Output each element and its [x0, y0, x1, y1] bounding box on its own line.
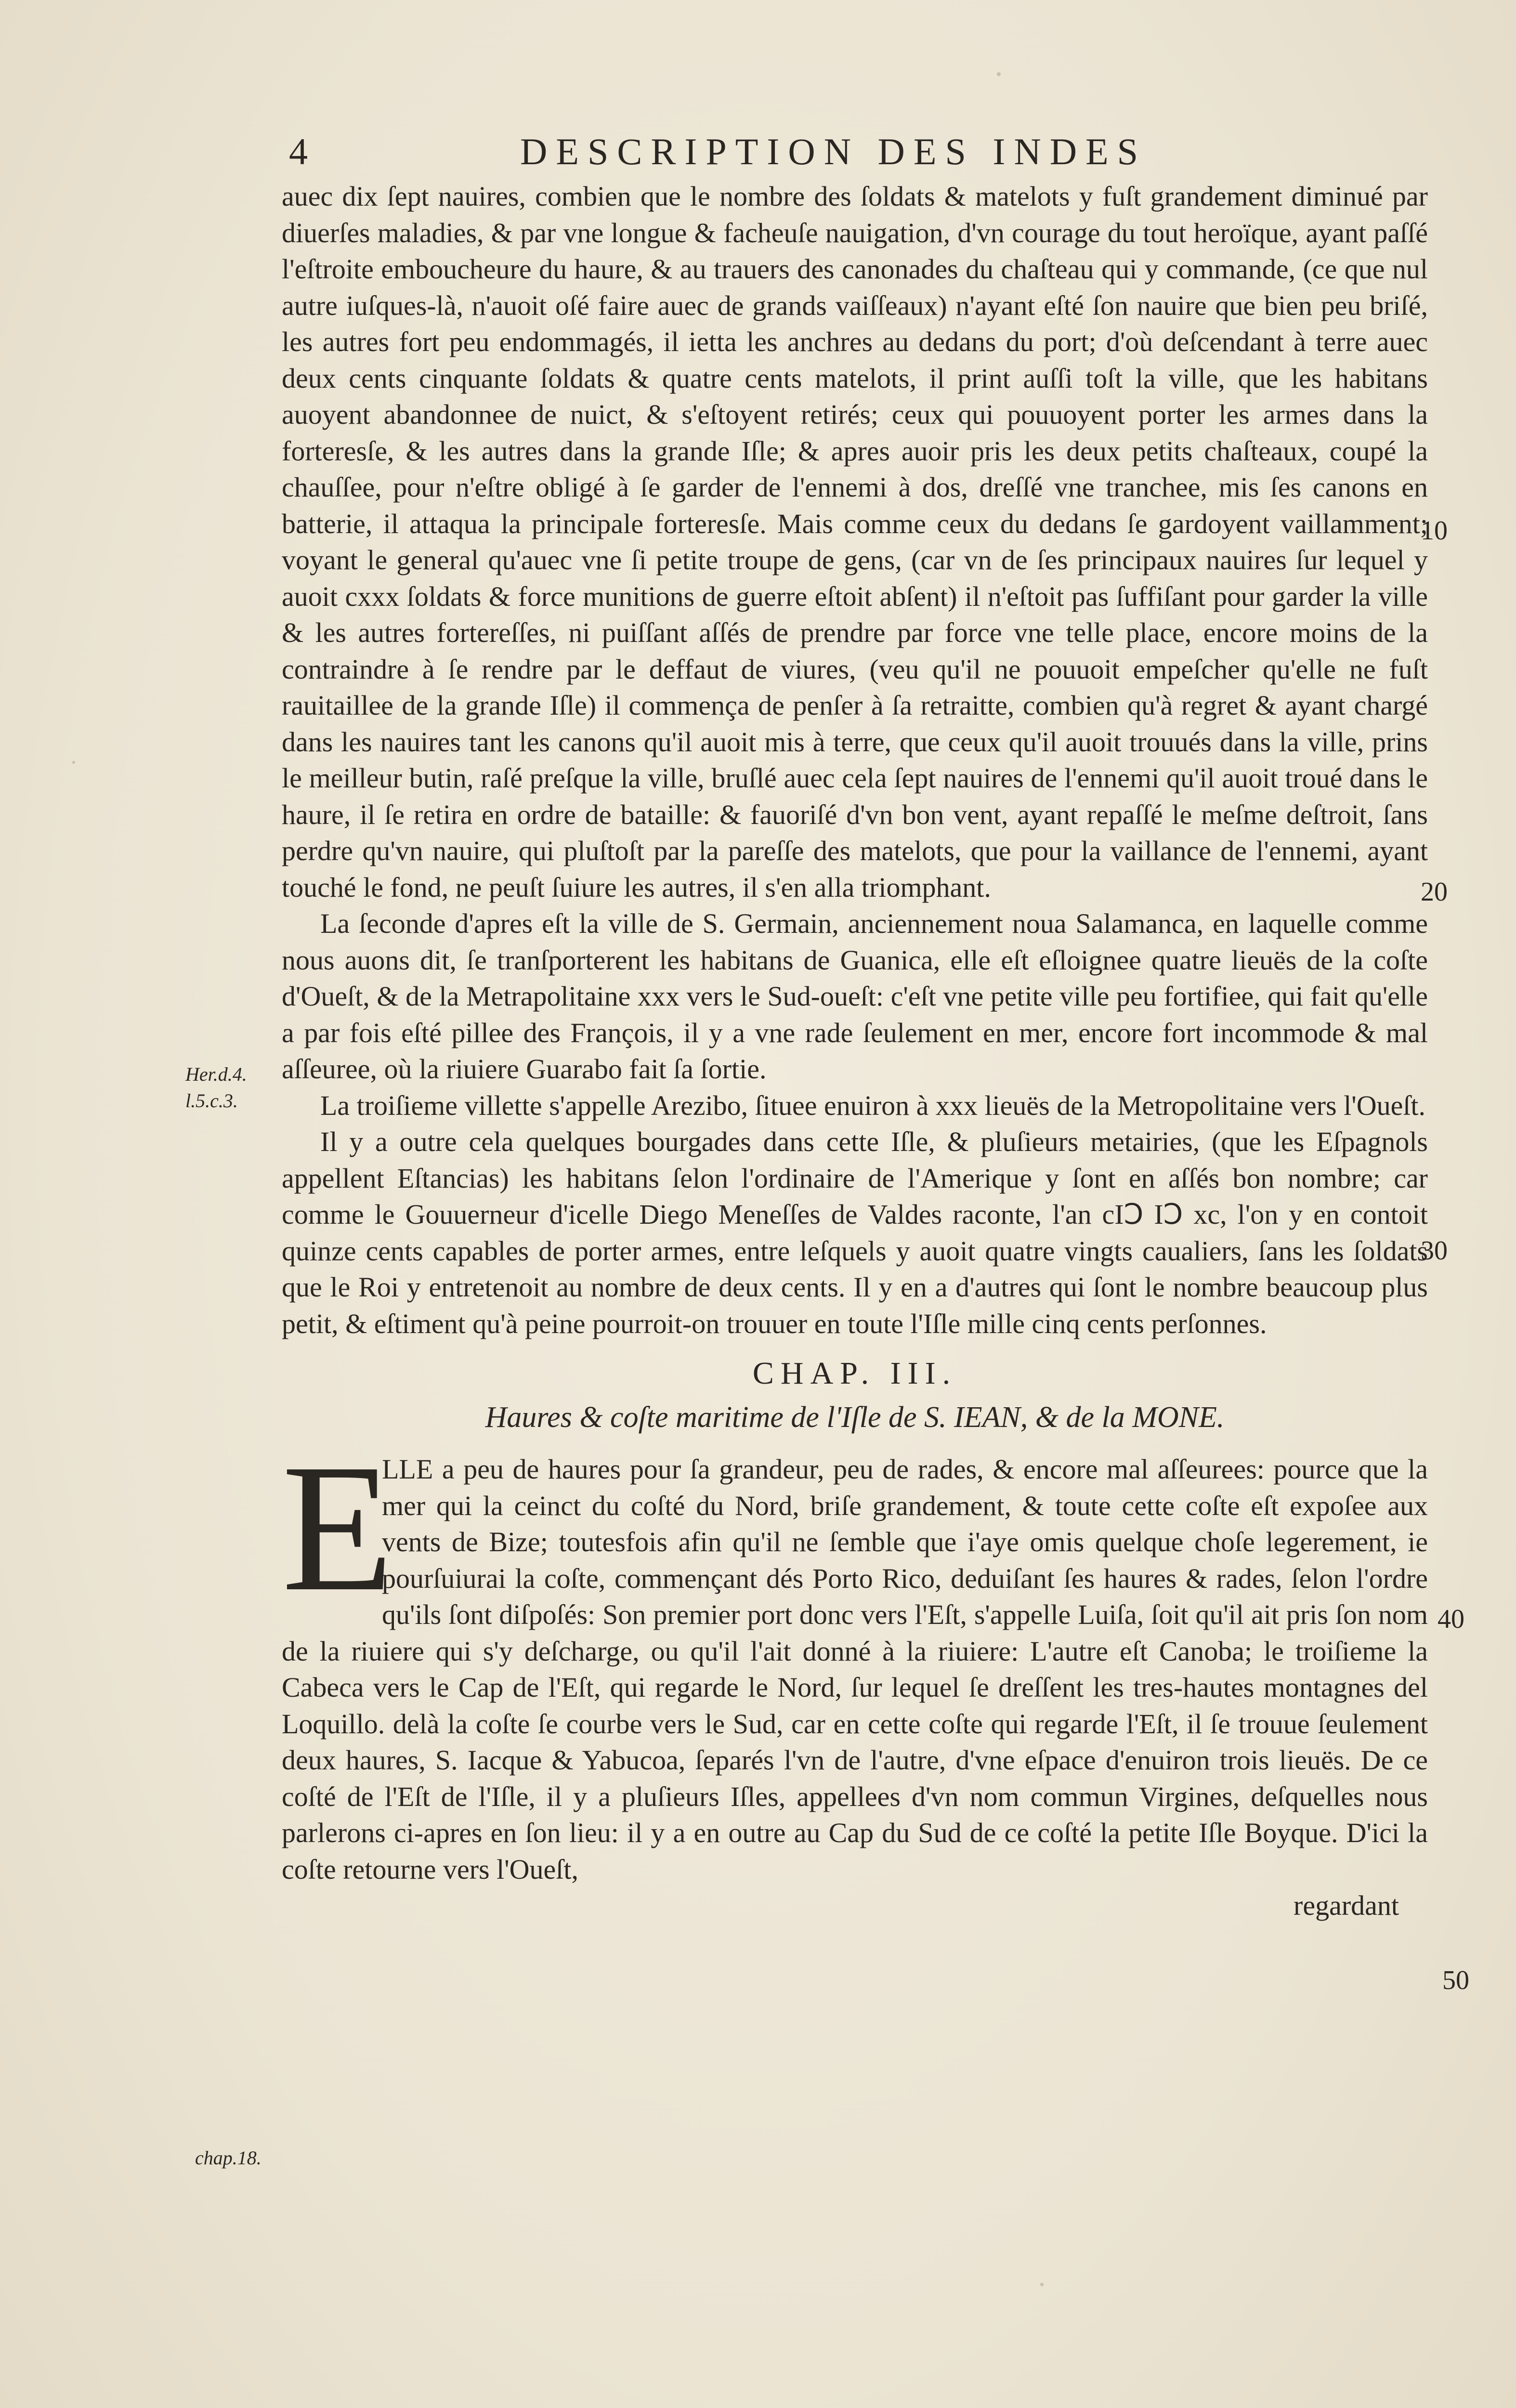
line-number: 10 — [1421, 516, 1448, 546]
paragraph: LLE a peu de haures pour ſa grandeur, peu de rades, & encore mal aſſeurees: pource que la mer qui la ceinct du coſté du Nord, briſe grandement, & toute cette coſte eſt expoſee aux vents de Bize; toutesfois afin qu'il ne ſemble que i'aye omis quelque choſe legerement, ie pourſuiurai la coſte, commençant dés Porto Rico, deduiſant ſes haures & rades, ſelon l'ordre qu'ils ſont diſpoſés: Son premier port donc vers l'Eſt, s'appelle Luiſa, ſoit qu'il ait pris ſon nom de la riuiere qui s'y deſcharge, ou qu'il l'ait donné à la riuiere: L'autre eſt Canoba; le troiſieme la Cabeca vers le Cap de l'Eſt, qui regarde le Nord, ſur lequel ſe dreſſent les tres-hautes montagnes del Loquillo. delà la coſte ſe courbe vers le Sud, car en cette coſte qui regarde l'Eſt, il ſe trouue ſeulement deux haures, S. Iacque & Yabucoa, ſeparés l'vn de l'autre, d'vne eſpace d'enuiron trois lieuës. De ce coſté de l'Eſt de l'Iſle, il y a pluſieurs Iſles, appellees d'vn nom commun Virgines, deſquelles nous parlerons ci-apres en ſon lieu: il y a en outre au Cap du Sud de ce coſté la petite Iſle Boyque. D'ici la coſte retourne vers l'Oueſt, — [282, 1453, 1428, 1885]
page-header — [270, 130, 1425, 183]
margin-note: Her.d.4. — [185, 1063, 247, 1085]
line-number: 20 — [1421, 877, 1448, 907]
page-number: 4 — [289, 131, 308, 172]
chapter-heading: CHAP. III. — [752, 1356, 957, 1391]
paper-speck — [997, 72, 1001, 76]
paragraph: La troiſieme villette s'appelle Arezibo, ſituee enuiron à xxx lieuës de la Metropolitaine vers l'Oueſt. — [320, 1089, 1426, 1121]
paragraph: auec dix ſept nauires, combien que le nombre des ſoldats & matelots y fuſt grandement diminué par diuerſes maladies, & par vne longue & facheuſe nauigation, d'vn courage du tout heroïque, ayant paſſé l'eſtroite emboucheure du haure, & au trauers des canonades du chaſteau qui y commande, (ce que nul autre iuſques-là, n'auoit oſé faire auec de grands vaiſſeaux) n'ayant eſté ſon nauire que bien peu briſé, les autres fort peu endommagés, il ietta les anchres au dedans du port; d'où deſcendant à terre auec deux cents cinquante ſoldats & quatre cents matelots, il print auſſi toſt la ville, que les habitans auoyent abandonnee de nuict, & s'eſtoyent retirés; ceux qui pouuoyent porter les armes dans la forteresſe, & les autres dans la grande Iſle; & apres auoir pris les deux petits chaſteaux, coupé la chauſſee, pour n'eſtre obligé à ſe garder de l'ennemi à dos, dreſſé vne tranchee, mis ſes canons en batterie, il attaqua la principale forteresſe. Mais comme ceux du dedans ſe gardoyent vaillamment; voyant le general qu'auec vne ſi petite troupe de gens, (car vn de ſes principaux nauires ſur lequel y auoit cxxx ſoldats & force munitions de guerre eſtoit abſent) il n'eſtoit pas ſuffiſant pour garder la ville & les autres fortereſſes, ni puiſſant aſſés de prendre par force vne telle place, encore moins de la contraindre à ſe rendre par le deffaut de viures, (veu qu'il ne pouuoit empeſcher qu'elle ne fuſt rauitaillee de la grande Iſle) il commença de penſer à ſa retraitte, combien qu'à regret & ayant chargé dans les nauires tant les canons qu'il auoit mis à terre, que ceux qu'il auoit trouués dans la ville, prins le meilleur butin, raſé preſque la ville, bruſlé auec cela ſept nauires de l'ennemi qu'il auoit troué dans le haure, il ſe retira en ordre de bataille: & fauoriſé d'vn bon vent, ayant repaſſé le meſme deſtroit, ſans perdre qu'vn nauire, qui pluſtoſt par la pareſſe des matelots, que pour la vaillance de l'ennemi, ayant touché le fond, ne peuſt ſuiure les autres, il s'en alla triomphant. — [282, 181, 1428, 903]
main-text — [282, 178, 1428, 1924]
line-number: 50 — [1442, 1965, 1469, 1995]
running-title: DESCRIPTION DES INDES — [520, 131, 1147, 172]
drop-cap: E — [282, 1426, 394, 1629]
margin-note: l.5.c.3. — [185, 1090, 238, 1112]
catchword: regardant — [1294, 1890, 1399, 1921]
paper-speck — [1040, 2283, 1044, 2286]
paragraph: Il y a outre cela quelques bourgades dans cette Iſle, & pluſieurs metairies, (que les Eſpagnols appellent Eſtancias) les habitans ſelon l'ordinaire de l'Amerique y ſont en aſſés bon nombre; car comme le Gouuerneur d'icelle Diego Meneſſes de Valdes raconte, l'an cIↃ IↃ xc, l'on y en contoit quinze cents capables de porter armes, entre leſquels y auoit quatre vingts caualiers, ſans les ſoldats que le Roi y entretenoit au nombre de deux cents. Il y en a d'autres qui ſont le nombre beaucoup plus petit, & eſtiment qu'à peine pourroit-on trouuer en toute l'Iſle mille cinq cents perſonnes. — [282, 1126, 1428, 1339]
chapter-subtitle: Haures & coſte maritime de l'Iſle de S. IEAN, & de la MONE. — [485, 1400, 1225, 1434]
paragraph: La ſeconde d'apres eſt la ville de S. Germain, anciennement noua Salamanca, en laquelle comme nous auons dit, ſe tranſporterent les habitans de Guanica, elle eſt eſloignee quatre lieuës de la coſte d'Oueſt, & de la Metrapolitaine xxx vers le Sud-oueſt: c'eſt vne petite ville peu fortifiee, qui fait qu'elle a par fois eſté pillee des François, il y a vne rade ſeulement en mer, encore fort incommode & mal aſſeuree, où la riuiere Guarabo fait ſa ſortie. — [282, 908, 1428, 1085]
chapter-opening — [282, 1426, 1428, 1887]
line-number: 40 — [1438, 1604, 1464, 1634]
line-number: 30 — [1421, 1236, 1448, 1266]
margin-note: chap.18. — [195, 2147, 261, 2169]
paper-speck — [72, 761, 75, 764]
